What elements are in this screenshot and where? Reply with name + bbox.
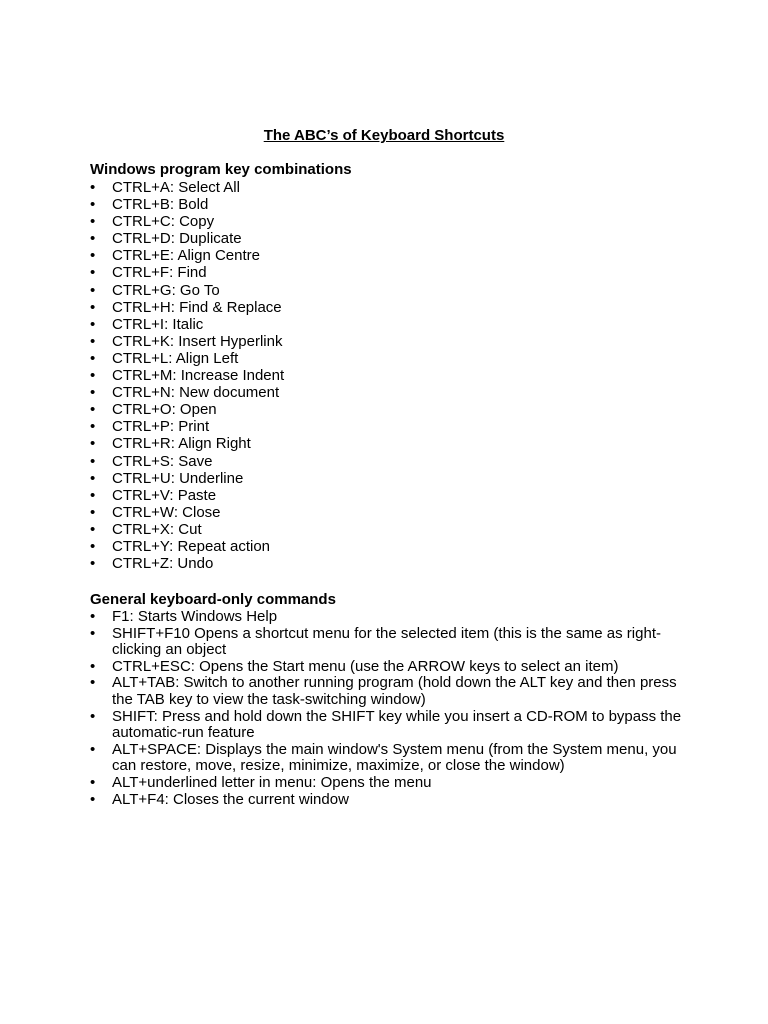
list-item-text: CTRL+K: Insert Hyperlink [112,332,283,350]
bullet-icon: • [90,213,96,231]
bullet-icon: • [90,298,96,316]
bullet-icon: • [90,608,96,625]
bullet-icon: • [90,740,96,758]
bullet-icon: • [90,624,96,642]
bullet-icon: • [90,452,96,470]
general-commands-list [90,609,690,808]
list-item-text: CTRL+U: Underline [112,469,244,487]
list-item [90,384,690,401]
list-item [90,538,690,555]
bullet-icon: • [90,384,96,402]
windows-shortcuts-section [90,161,690,572]
list-item [90,659,690,676]
list-item-text: ALT+SPACE: Displays the main window's System menu (from the System menu, you can restore, move, resize, minimize, maximize, or close the window) [112,740,677,775]
list-item-text: CTRL+B: Bold [112,196,209,214]
list-item-text: CTRL+N: New document [112,384,280,402]
document-title: The ABC’s of Keyboard Shortcuts [263,127,505,144]
list-item [90,401,690,418]
list-item [90,453,690,470]
list-item [90,367,690,384]
list-item [90,521,690,538]
bullet-icon: • [90,315,96,333]
bullet-icon: • [90,264,96,282]
list-item [90,179,690,196]
list-item-text: CTRL+L: Align Left [112,349,239,367]
bullet-icon: • [90,555,96,573]
list-item [90,418,690,435]
list-item [90,742,690,775]
bullet-icon: • [90,790,96,808]
list-item-text: CTRL+X: Cut [112,520,202,538]
list-item-text: CTRL+S: Save [112,452,213,470]
list-item-text: CTRL+W: Close [112,503,221,521]
bullet-icon: • [90,281,96,299]
list-item [90,247,690,264]
bullet-icon: • [90,230,96,248]
list-item-text: CTRL+A: Select All [112,179,240,196]
list-item [90,213,690,230]
list-item-text: ALT+underlined letter in menu: Opens the menu [112,773,432,791]
list-item [90,792,690,809]
bullet-icon: • [90,247,96,265]
list-item [90,435,690,452]
bullet-icon: • [90,349,96,367]
list-item [90,555,690,572]
list-item-text: CTRL+R: Align Right [112,435,251,453]
bullet-icon: • [90,332,96,350]
list-item-text: CTRL+H: Find & Replace [112,298,282,316]
list-item-text: CTRL+G: Go To [112,281,220,299]
list-item [90,333,690,350]
general-commands-section [90,591,690,808]
bullet-icon: • [90,418,96,436]
list-item-text: CTRL+E: Align Centre [112,247,260,265]
general-section-heading: General keyboard-only commands [90,591,336,608]
list-item [90,350,690,367]
list-item [90,709,690,742]
list-item-text: CTRL+ESC: Opens the Start menu (use the ARROW keys to select an item) [112,657,619,675]
list-item-text: SHIFT: Press and hold down the SHIFT key while you insert a CD-ROM to bypass the automatic-run feature [112,707,682,742]
list-item [90,230,690,247]
windows-shortcuts-list [90,179,690,572]
list-item-text: ALT+F4: Closes the current window [112,790,349,808]
bullet-icon: • [90,773,96,791]
list-item [90,504,690,521]
list-item [90,196,690,213]
bullet-icon: • [90,401,96,419]
list-item-text: CTRL+D: Duplicate [112,230,242,248]
bullet-icon: • [90,503,96,521]
bullet-icon: • [90,486,96,504]
list-item-text: CTRL+Y: Repeat action [112,537,271,555]
list-item-text: CTRL+I: Italic [112,315,204,333]
bullet-icon: • [90,469,96,487]
list-item [90,264,690,281]
list-item [90,299,690,316]
list-item-text: CTRL+M: Increase Indent [112,367,285,385]
list-item [90,316,690,333]
list-item-text: SHIFT+F10 Opens a shortcut menu for the selected item (this is the same as right-clicking an object [112,624,661,659]
list-item [90,282,690,299]
bullet-icon: • [90,196,96,214]
list-item-text: F1: Starts Windows Help [112,608,278,625]
list-item [90,609,690,626]
list-item-text: CTRL+C: Copy [112,213,215,231]
list-item [90,487,690,504]
list-item [90,775,690,792]
list-item-text: CTRL+F: Find [112,264,207,282]
list-item-text: CTRL+P: Print [112,418,210,436]
list-item-text: CTRL+V: Paste [112,486,217,504]
bullet-icon: • [90,520,96,538]
bullet-icon: • [90,367,96,385]
list-item [90,470,690,487]
list-item-text: CTRL+Z: Undo [112,555,214,573]
list-item [90,626,690,659]
bullet-icon: • [90,435,96,453]
bullet-icon: • [90,179,96,196]
windows-section-heading: Windows program key combinations [90,161,352,178]
list-item [90,675,690,708]
bullet-icon: • [90,657,96,675]
bullet-icon: • [90,707,96,725]
bullet-icon: • [90,537,96,555]
list-item-text: CTRL+O: Open [112,401,217,419]
bullet-icon: • [90,674,96,692]
list-item-text: ALT+TAB: Switch to another running program (hold down the ALT key and then press the TAB key to view the task-switching window) [112,674,677,708]
